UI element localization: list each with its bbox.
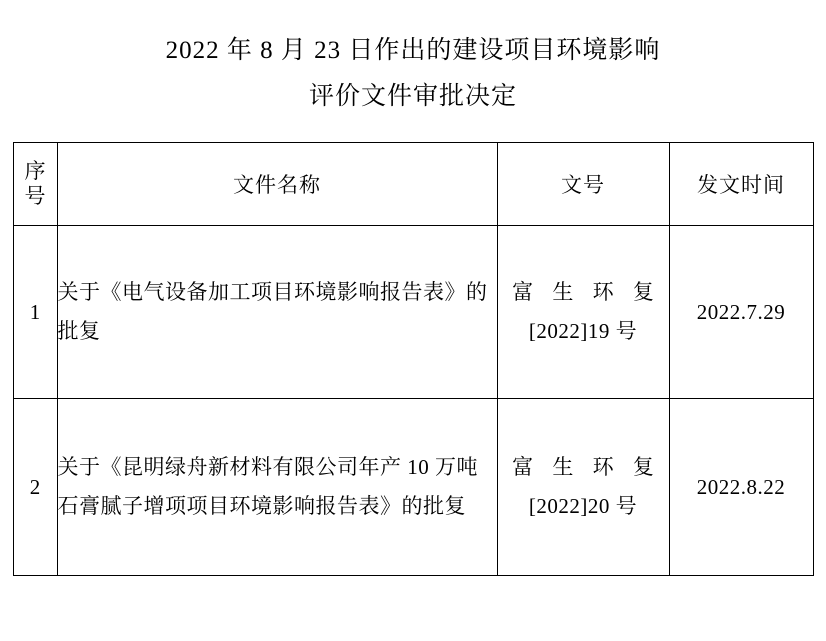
column-header-name: 文件名称 bbox=[57, 143, 497, 226]
table-body bbox=[13, 226, 813, 576]
row-doc-number bbox=[497, 226, 669, 399]
row-number: 1 bbox=[13, 226, 57, 399]
row-doc-number-line-1: 富 生 环 复 bbox=[512, 455, 661, 480]
column-header-no bbox=[13, 143, 57, 226]
page-title-line-1: 2022 年 8 月 23 日作出的建设项目环境影响 bbox=[165, 37, 661, 64]
row-doc-number-line-2: [2022]19 号 bbox=[528, 319, 638, 343]
row-issue-date: 2022.7.29 bbox=[669, 226, 813, 399]
table-row bbox=[13, 226, 813, 399]
table-row bbox=[13, 399, 813, 576]
page-title bbox=[0, 0, 826, 120]
row-number: 2 bbox=[13, 399, 57, 576]
approval-decisions-table bbox=[13, 142, 814, 576]
table-header bbox=[13, 143, 813, 226]
column-header-no-line-1: 序 bbox=[24, 159, 46, 184]
column-header-doc-number: 文号 bbox=[497, 143, 669, 226]
row-doc-number-line-2: [2022]20 号 bbox=[528, 494, 638, 518]
row-issue-date: 2022.8.22 bbox=[669, 399, 813, 576]
row-file-name: 关于《昆明绿舟新材料有限公司年产 10 万吨石膏腻子增项项目环境影响报告表》的批复 bbox=[57, 399, 497, 576]
row-file-name: 关于《电气设备加工项目环境影响报告表》的批复 bbox=[57, 226, 497, 399]
row-doc-number bbox=[497, 399, 669, 576]
page-title-line-2: 评价文件审批决定 bbox=[308, 83, 517, 110]
column-header-issue-date: 发文时间 bbox=[669, 143, 813, 226]
table-header-row bbox=[13, 143, 813, 226]
column-header-no-line-2: 号 bbox=[24, 184, 46, 208]
row-doc-number-line-1: 富 生 环 复 bbox=[512, 280, 661, 305]
